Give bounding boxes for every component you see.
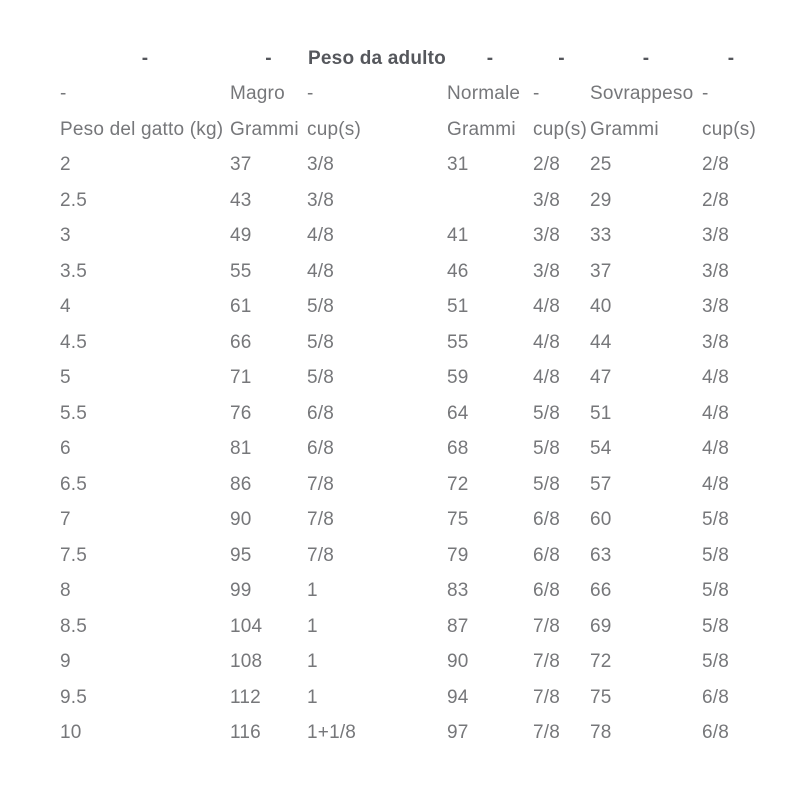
cell-normale-grammi: 97	[447, 722, 469, 744]
cell-magro-cups: 7/8	[307, 509, 335, 531]
table-row	[60, 538, 760, 574]
cell-sovrappeso-grammi: 63	[590, 544, 612, 566]
cell-normale-grammi: 31	[447, 154, 469, 176]
header-row-title	[60, 41, 760, 77]
header-cell-sovrappeso-cups: -	[702, 83, 709, 105]
cell-magro-cups: 5/8	[307, 296, 335, 318]
cell-normale-cups: 5/8	[533, 438, 561, 460]
cell-magro-grammi: 81	[230, 438, 252, 460]
cell-sovrappeso-cups: 3/8	[702, 296, 730, 318]
cell-magro-grammi: 76	[230, 402, 252, 424]
cell-normale-cups: 2/8	[533, 154, 561, 176]
cell-sovrappeso-cups: 2/8	[702, 189, 730, 211]
cell-peso-del-gatto: 6	[60, 438, 71, 460]
header-cell-peso-del-gatto: -	[141, 47, 149, 69]
cell-normale-grammi: 94	[447, 686, 469, 708]
header-row-labels	[60, 112, 760, 148]
cell-normale-cups: 5/8	[533, 402, 561, 424]
cell-magro-cups: 3/8	[307, 154, 335, 176]
cell-sovrappeso-grammi: 72	[590, 651, 612, 673]
cell-normale-grammi: 46	[447, 260, 469, 282]
cell-normale-cups: 7/8	[533, 722, 561, 744]
cell-normale-grammi: 41	[447, 225, 469, 247]
header-cell-magro-cups: cup(s)	[307, 118, 361, 140]
cell-magro-cups: 7/8	[307, 544, 335, 566]
table-header	[60, 41, 760, 148]
header-cell-sovrappeso-grammi: -	[642, 47, 650, 69]
cell-normale-cups: 3/8	[533, 189, 561, 211]
header-cell-magro-grammi: Grammi	[230, 118, 299, 140]
cell-magro-grammi: 61	[230, 296, 252, 318]
header-cell-sovrappeso-cups: cup(s)	[702, 118, 756, 140]
cell-magro-cups: 4/8	[307, 260, 335, 282]
cell-normale-grammi: 72	[447, 473, 469, 495]
cell-magro-cups: 5/8	[307, 331, 335, 353]
cell-normale-grammi: 75	[447, 509, 469, 531]
table-row	[60, 325, 760, 361]
header-cell-magro-grammi: -	[265, 47, 272, 69]
header-cell-magro-cups: Peso da adulto	[308, 47, 446, 69]
cell-peso-del-gatto: 2	[60, 154, 71, 176]
cell-peso-del-gatto: 10	[60, 722, 82, 744]
cell-normale-cups: 7/8	[533, 686, 561, 708]
header-cell-sovrappeso-cups: -	[727, 47, 735, 69]
header-cell-normale-cups: -	[558, 47, 565, 69]
cell-sovrappeso-cups: 3/8	[702, 260, 730, 282]
cell-sovrappeso-cups: 2/8	[702, 154, 730, 176]
cell-magro-cups: 1	[307, 686, 318, 708]
cell-peso-del-gatto: 8.5	[60, 615, 88, 637]
cell-magro-grammi: 71	[230, 367, 252, 389]
cell-normale-cups: 7/8	[533, 651, 561, 673]
cell-sovrappeso-cups: 3/8	[702, 225, 730, 247]
cell-sovrappeso-cups: 5/8	[702, 544, 730, 566]
cell-sovrappeso-cups: 6/8	[702, 722, 730, 744]
header-cell-peso-del-gatto: Peso del gatto (kg)	[60, 118, 224, 140]
cell-peso-del-gatto: 9	[60, 651, 71, 673]
cell-peso-del-gatto: 5	[60, 367, 71, 389]
cell-peso-del-gatto: 2.5	[60, 189, 88, 211]
cell-magro-grammi: 49	[230, 225, 252, 247]
cell-magro-cups: 1	[307, 615, 318, 637]
header-row-group	[60, 77, 760, 113]
cell-magro-cups: 1	[307, 580, 318, 602]
cell-sovrappeso-grammi: 47	[590, 367, 612, 389]
cell-peso-del-gatto: 6.5	[60, 473, 88, 495]
table-row	[60, 680, 760, 716]
cell-normale-cups: 3/8	[533, 225, 561, 247]
feeding-guide-table	[60, 41, 760, 751]
cell-normale-cups: 4/8	[533, 331, 561, 353]
cell-normale-grammi: 64	[447, 402, 469, 424]
cell-magro-cups: 5/8	[307, 367, 335, 389]
cell-sovrappeso-cups: 4/8	[702, 402, 730, 424]
header-cell-normale-grammi: Normale	[447, 83, 521, 105]
cell-normale-grammi: 68	[447, 438, 469, 460]
table-body	[60, 148, 760, 752]
cell-magro-cups: 1	[307, 651, 318, 673]
cell-magro-grammi: 108	[230, 651, 263, 673]
cell-magro-grammi: 55	[230, 260, 252, 282]
table-row	[60, 467, 760, 503]
cell-sovrappeso-grammi: 33	[590, 225, 612, 247]
cell-magro-cups: 4/8	[307, 225, 335, 247]
cell-magro-cups: 7/8	[307, 473, 335, 495]
table-row	[60, 503, 760, 539]
cell-normale-cups: 6/8	[533, 544, 561, 566]
cell-sovrappeso-grammi: 54	[590, 438, 612, 460]
cell-sovrappeso-cups: 6/8	[702, 686, 730, 708]
cell-peso-del-gatto: 3.5	[60, 260, 88, 282]
cell-peso-del-gatto: 7.5	[60, 544, 88, 566]
cell-peso-del-gatto: 4	[60, 296, 71, 318]
cell-sovrappeso-grammi: 60	[590, 509, 612, 531]
cell-sovrappeso-cups: 4/8	[702, 438, 730, 460]
cell-normale-cups: 3/8	[533, 260, 561, 282]
table-row	[60, 396, 760, 432]
cell-sovrappeso-grammi: 66	[590, 580, 612, 602]
cell-normale-grammi	[447, 183, 533, 219]
cell-sovrappeso-grammi: 51	[590, 402, 612, 424]
cell-normale-cups: 6/8	[533, 509, 561, 531]
table-row	[60, 148, 760, 184]
header-cell-magro-grammi: Magro	[230, 83, 285, 105]
table-row	[60, 716, 760, 752]
cell-normale-grammi: 79	[447, 544, 469, 566]
cell-magro-grammi: 37	[230, 154, 252, 176]
table-row	[60, 254, 760, 290]
header-cell-sovrappeso-grammi: Sovrappeso	[590, 83, 694, 105]
cell-magro-grammi: 43	[230, 189, 252, 211]
cell-magro-cups: 3/8	[307, 189, 335, 211]
cell-sovrappeso-cups: 3/8	[702, 331, 730, 353]
table-row	[60, 183, 760, 219]
cell-peso-del-gatto: 4.5	[60, 331, 88, 353]
cell-normale-cups: 7/8	[533, 615, 561, 637]
cell-normale-cups: 5/8	[533, 473, 561, 495]
cell-magro-grammi: 99	[230, 580, 252, 602]
cell-normale-grammi: 59	[447, 367, 469, 389]
table-row	[60, 574, 760, 610]
table-row	[60, 645, 760, 681]
header-cell-peso-del-gatto: -	[60, 83, 67, 105]
cell-peso-del-gatto: 8	[60, 580, 71, 602]
cell-magro-grammi: 90	[230, 509, 252, 531]
table-row	[60, 361, 760, 397]
cell-normale-cups: 6/8	[533, 580, 561, 602]
cell-sovrappeso-grammi: 69	[590, 615, 612, 637]
cell-peso-del-gatto: 7	[60, 509, 71, 531]
table-row	[60, 290, 760, 326]
table-row	[60, 219, 760, 255]
cell-magro-cups: 1+1/8	[307, 722, 357, 744]
cell-sovrappeso-cups: 5/8	[702, 651, 730, 673]
cell-normale-grammi: 55	[447, 331, 469, 353]
cell-sovrappeso-grammi: 44	[590, 331, 612, 353]
cell-sovrappeso-grammi: 25	[590, 154, 612, 176]
cell-magro-grammi: 95	[230, 544, 252, 566]
cell-magro-cups: 6/8	[307, 402, 335, 424]
cell-normale-cups: 4/8	[533, 296, 561, 318]
cell-sovrappeso-grammi: 78	[590, 722, 612, 744]
cell-magro-grammi: 116	[230, 722, 261, 744]
cell-peso-del-gatto: 9.5	[60, 686, 88, 708]
cell-sovrappeso-grammi: 75	[590, 686, 612, 708]
cell-sovrappeso-cups: 5/8	[702, 509, 730, 531]
header-cell-normale-cups: cup(s)	[533, 118, 587, 140]
cell-normale-grammi: 51	[447, 296, 469, 318]
cell-magro-grammi: 112	[230, 686, 261, 708]
cell-magro-cups: 6/8	[307, 438, 335, 460]
cell-sovrappeso-grammi: 37	[590, 260, 612, 282]
cell-sovrappeso-cups: 5/8	[702, 615, 730, 637]
header-cell-magro-cups: -	[307, 83, 314, 105]
table-row	[60, 432, 760, 468]
cell-normale-cups: 4/8	[533, 367, 561, 389]
cell-peso-del-gatto: 5.5	[60, 402, 88, 424]
cell-sovrappeso-grammi: 57	[590, 473, 612, 495]
cell-sovrappeso-grammi: 29	[590, 189, 612, 211]
header-cell-normale-grammi: Grammi	[447, 118, 516, 140]
cell-sovrappeso-cups: 5/8	[702, 580, 730, 602]
cell-peso-del-gatto: 3	[60, 225, 71, 247]
cell-sovrappeso-cups: 4/8	[702, 473, 730, 495]
cell-normale-grammi: 90	[447, 651, 469, 673]
cell-magro-grammi: 66	[230, 331, 252, 353]
cell-magro-grammi: 104	[230, 615, 263, 637]
cell-sovrappeso-cups: 4/8	[702, 367, 730, 389]
header-cell-normale-grammi: -	[486, 47, 494, 69]
table-row	[60, 609, 760, 645]
cell-sovrappeso-grammi: 40	[590, 296, 612, 318]
header-cell-normale-cups: -	[533, 83, 540, 105]
cell-magro-grammi: 86	[230, 473, 252, 495]
cell-normale-grammi: 83	[447, 580, 469, 602]
header-cell-sovrappeso-grammi: Grammi	[590, 118, 659, 140]
cell-normale-grammi: 87	[447, 615, 469, 637]
